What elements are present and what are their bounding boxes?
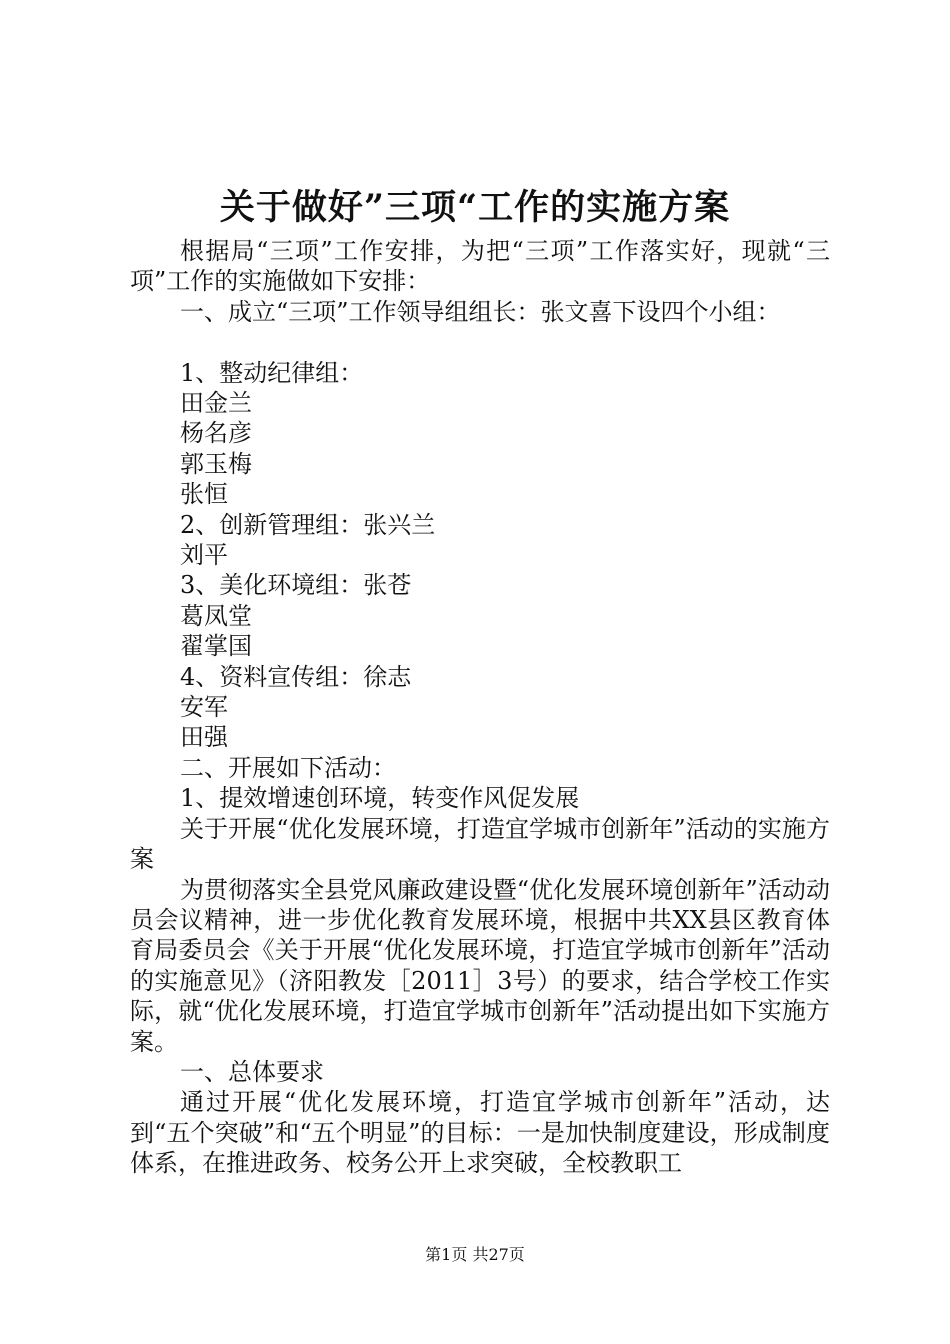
group1-member: 郭玉梅	[180, 449, 252, 478]
sub-section1-heading: 一、总体要求	[180, 1057, 324, 1086]
sub-plan-title: 关于开展“优化发展环境，打造宜学城市创新年”活动的实施方案	[130, 814, 830, 874]
group1-member: 田金兰	[180, 389, 252, 418]
intro-paragraph: 根据局“三项”工作安排，为把“三项”工作落实好，现就“三项”工作的实施做如下安排：	[130, 237, 830, 296]
group3-title: 3、美化环境组：张苍	[180, 571, 412, 600]
group4-member: 田强	[180, 723, 228, 752]
blank-line	[130, 327, 830, 357]
document-body	[130, 236, 830, 1179]
group1-member: 张恒	[180, 480, 228, 509]
sub-section1-text: 通过开展“优化发展环境，打造宜学城市创新年”活动，达到“五个突破”和“五个明显”的目标：一是加快制度建设，形成制度体系，在推进政务、校务公开上求突破，全校教职工	[130, 1088, 830, 1178]
sub-plan-intro: 为贯彻落实全县党风廉政建设暨“优化发展环境创新年”活动动员会议精神，进一步优化教育发展环境，根据中共XX县区教育体育局委员会《关于开展“优化发展环境，打造宜学城市创新年”活动的实施意见》（济阳教发［2011］3号）的要求，结合学校工作实际，就“优化发展环境，打造宜学城市创新年”活动提出如下实施方案。	[130, 875, 830, 1056]
group4-title: 4、资料宣传组：徐志	[180, 662, 412, 691]
document-title: 关于做好”三项“工作的实施方案	[219, 187, 731, 228]
group4-member: 安军	[180, 693, 228, 722]
section2-heading: 二、开展如下活动：	[180, 753, 396, 782]
group1-member: 杨名彦	[180, 419, 252, 448]
group3-member: 葛凤堂	[180, 601, 252, 630]
group3-member: 翟掌国	[180, 632, 252, 661]
group2-title: 2、创新管理组：张兴兰	[180, 510, 436, 539]
page-footer: 第1页 共27页	[425, 1245, 525, 1264]
activity-item: 1、提效增速创环境，转变作风促发展	[180, 784, 580, 813]
group2-member: 刘平	[180, 541, 228, 570]
group1-title: 1、整动纪律组：	[180, 358, 364, 387]
section1-heading: 一、成立“三项”工作领导组组长：张文喜下设四个小组：	[180, 297, 781, 326]
